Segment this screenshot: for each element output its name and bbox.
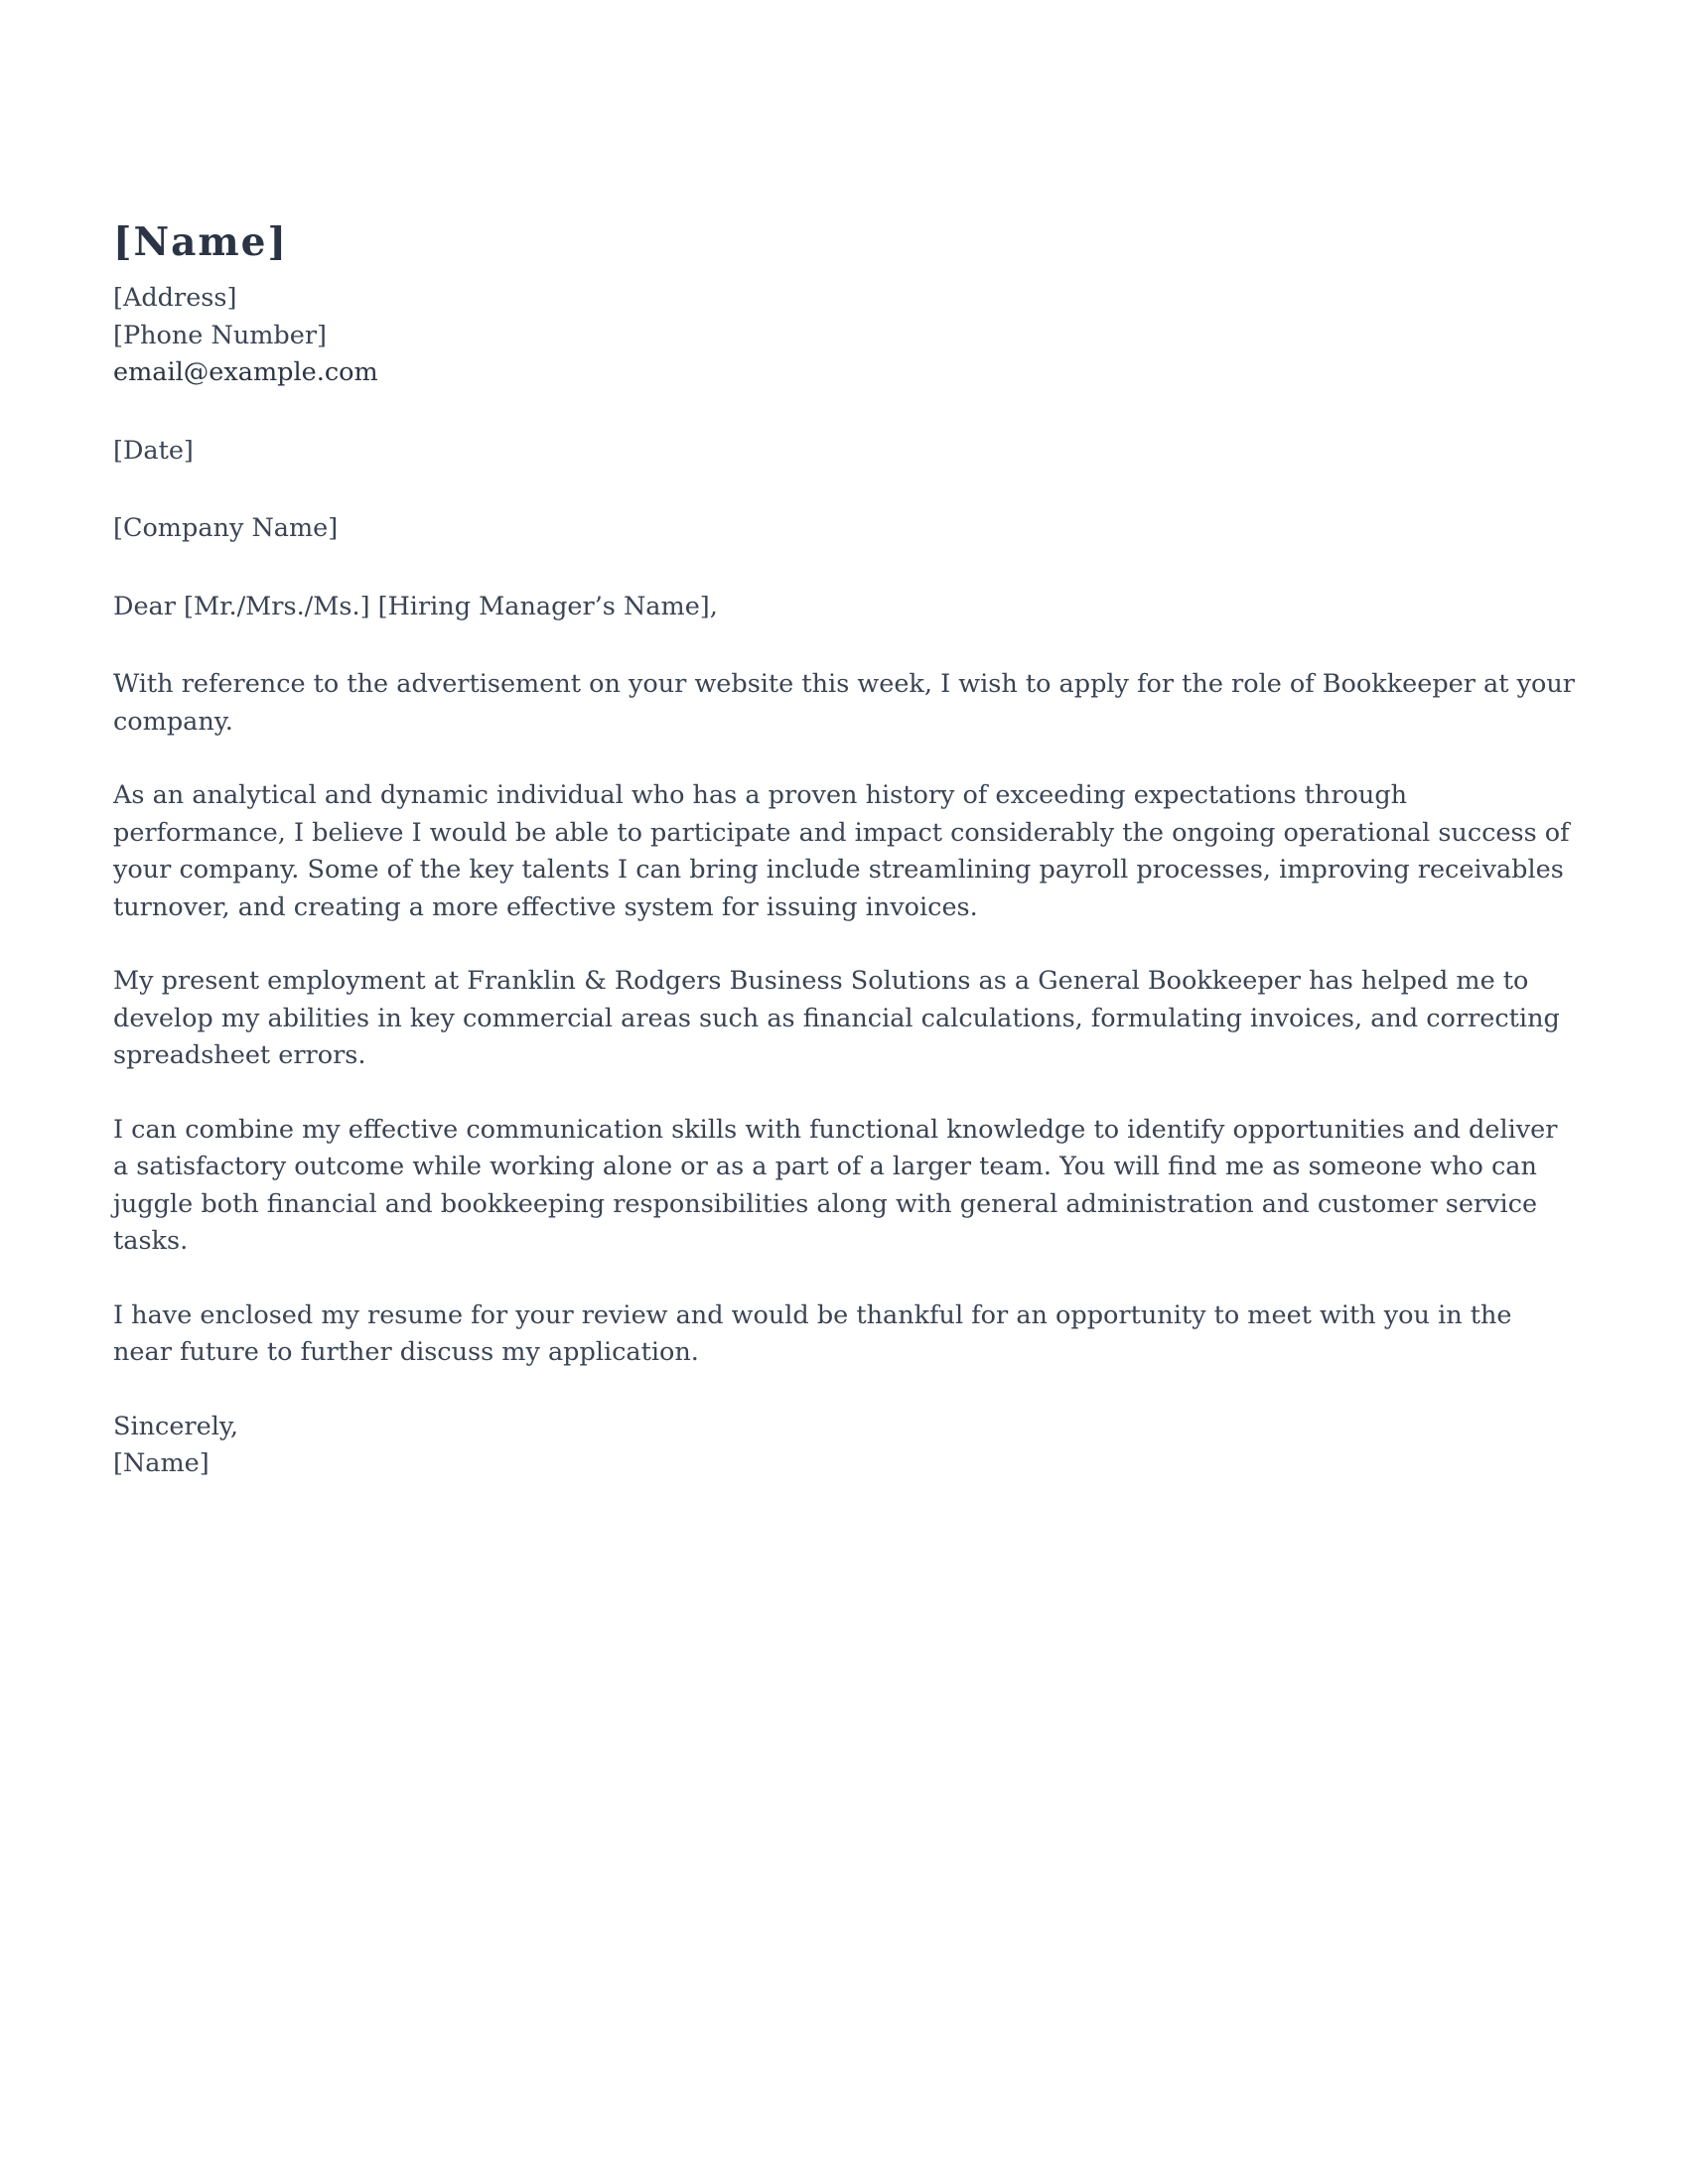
- sender-phone: [Phone Number]: [113, 320, 327, 350]
- closing-signature: [Name]: [113, 1448, 210, 1478]
- letter-date: [Date]: [113, 435, 194, 466]
- letter-closing: [113, 1409, 1575, 1483]
- closing-signoff: Sincerely,: [113, 1411, 238, 1441]
- body-paragraph: As an analytical and dynamic individual who has a proven history of exceeding expectations through performance, I believe I would be able to participate and impact considerably the ongoing operational success of your company. Some of the key talents I can bring include streamlining payroll processes, improving receivables turnover, and creating a more effective system for issuing invoices.: [113, 780, 1570, 922]
- cover-letter: [113, 216, 1575, 1483]
- recipient-company: [Company Name]: [113, 513, 339, 543]
- sender-contact-block: [113, 280, 1575, 392]
- salutation: Dear [Mr./Mrs./Ms.] [Hiring Manager’s Name],: [113, 591, 718, 621]
- letter-body: [113, 666, 1575, 1372]
- body-paragraph: I can combine my effective communication skills with functional knowledge to identify opportunities and deliver a satisfactory outcome while working alone or as a part of a larger team. You will find me as someone who can juggle both financial and bookkeeping responsibilities along with general administration and customer service tasks.: [113, 1114, 1558, 1256]
- body-paragraph: My present employment at Franklin & Rodgers Business Solutions as a General Bookkeeper has helped me to develop my abilities in key commercial areas such as financial calculations, formulating invoices, and correcting spreadsheet errors.: [113, 966, 1560, 1070]
- body-paragraph: I have enclosed my resume for your review and would be thankful for an opportunity to meet with you in the near future to further discuss my application.: [113, 1299, 1512, 1367]
- sender-address: [Address]: [113, 283, 237, 313]
- sender-name-heading: [Name]: [113, 219, 288, 265]
- sender-email: email@example.com: [113, 357, 378, 387]
- body-paragraph: With reference to the advertisement on your website this week, I wish to apply for the role of Bookkeeper at your company.: [113, 669, 1575, 737]
